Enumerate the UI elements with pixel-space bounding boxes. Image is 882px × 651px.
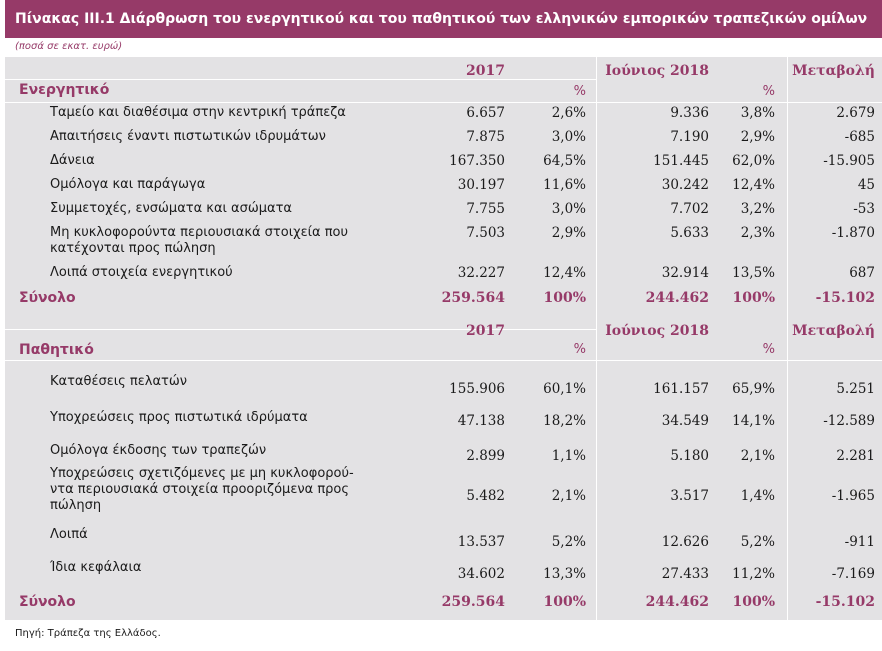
cell-change: 5.251 xyxy=(836,381,875,397)
col-header-june-2018: Ιούνιος 2018 xyxy=(605,63,709,79)
total-value-2017: 259.564 xyxy=(441,290,505,306)
cell-value-2017: 34.602 xyxy=(457,566,505,582)
row-label-line: πώληση xyxy=(50,498,102,513)
col-header-2017: 2017 xyxy=(466,63,505,79)
section-label: Παθητικό xyxy=(19,342,94,358)
row-label xyxy=(50,560,141,576)
total-change: -15.102 xyxy=(815,290,875,306)
row-label xyxy=(50,177,205,193)
header-rule xyxy=(5,79,597,80)
row-label-line: Υποχρεώσεις προς πιστωτικά ιδρύματα xyxy=(50,410,308,425)
cell-value-2017: 5.482 xyxy=(466,488,505,504)
total-label: Σύνολο xyxy=(19,594,76,610)
cell-pct-june-2018: 14,1% xyxy=(732,413,775,429)
cell-value-2017: 32.227 xyxy=(457,265,505,281)
cell-pct-2017: 1,1% xyxy=(551,448,586,464)
header-rule xyxy=(5,360,882,361)
total-value-june-2018: 244.462 xyxy=(645,290,709,306)
cell-value-2017: 13.537 xyxy=(457,534,505,550)
total-pct-2017: 100% xyxy=(543,594,586,610)
row-label xyxy=(50,153,95,169)
cell-pct-june-2018: 65,9% xyxy=(732,381,775,397)
cell-change: -12.589 xyxy=(823,413,875,429)
row-label-line: Λοιπά στοιχεία ενεργητικού xyxy=(50,265,233,280)
cell-pct-june-2018: 12,4% xyxy=(732,177,775,193)
cell-pct-june-2018: 2,9% xyxy=(740,129,775,145)
row-label-line: Υποχρεώσεις σχετιζόμενες με μη κυκλοφορού- xyxy=(50,466,354,481)
cell-pct-2017: 3,0% xyxy=(551,201,586,217)
row-label-line: Ίδια κεφάλαια xyxy=(50,560,142,575)
cell-pct-june-2018: 11,2% xyxy=(732,566,775,582)
cell-pct-2017: 18,2% xyxy=(543,413,586,429)
cell-value-2017: 47.138 xyxy=(457,413,505,429)
column-divider xyxy=(596,57,597,620)
row-label xyxy=(50,225,348,257)
cell-pct-june-2018: 3,8% xyxy=(740,105,775,121)
cell-pct-june-2018: 2,3% xyxy=(740,225,775,241)
cell-change: 687 xyxy=(849,265,875,281)
cell-value-june-2018: 5.633 xyxy=(670,225,709,241)
cell-value-june-2018: 151.445 xyxy=(653,153,709,169)
cell-value-2017: 7.875 xyxy=(466,129,505,145)
cell-value-june-2018: 27.433 xyxy=(661,566,709,582)
cell-value-2017: 167.350 xyxy=(449,153,505,169)
cell-value-june-2018: 161.157 xyxy=(653,381,709,397)
cell-change: 2.679 xyxy=(836,105,875,121)
cell-change: -53 xyxy=(853,201,875,217)
cell-change: 2.281 xyxy=(836,448,875,464)
col-header-pct-2018: % xyxy=(762,342,775,357)
row-label xyxy=(50,527,88,543)
row-label xyxy=(50,105,346,121)
cell-pct-2017: 12,4% xyxy=(543,265,586,281)
cell-pct-june-2018: 2,1% xyxy=(740,448,775,464)
total-label: Σύνολο xyxy=(19,290,76,306)
row-label-line: Μη κυκλοφορούντα περιουσιακά στοιχεία που xyxy=(50,225,349,240)
cell-pct-june-2018: 1,4% xyxy=(740,488,775,504)
header-rule xyxy=(5,329,597,330)
col-header-2017: 2017 xyxy=(466,323,505,339)
cell-pct-2017: 2,1% xyxy=(551,488,586,504)
row-label-line: Ομόλογα και παράγωγα xyxy=(50,177,206,192)
source-note: Πηγή: Τράπεζα της Ελλάδος. xyxy=(15,628,161,639)
row-label xyxy=(50,374,187,390)
total-pct-june-2018: 100% xyxy=(732,290,775,306)
total-pct-2017: 100% xyxy=(543,290,586,306)
cell-value-2017: 6.657 xyxy=(466,105,505,121)
cell-value-june-2018: 12.626 xyxy=(661,534,709,550)
section-label: Ενεργητικό xyxy=(19,82,110,98)
total-change: -15.102 xyxy=(815,594,875,610)
total-pct-june-2018: 100% xyxy=(732,594,775,610)
cell-change: -911 xyxy=(844,534,875,550)
cell-pct-june-2018: 3,2% xyxy=(740,201,775,217)
col-header-change: Μεταβολή xyxy=(792,323,875,339)
cell-change: -1.965 xyxy=(831,488,875,504)
cell-value-2017: 7.503 xyxy=(466,225,505,241)
row-label-line: Απαιτήσεις έναντι πιστωτικών ιδρυμάτων xyxy=(50,129,326,144)
cell-pct-2017: 3,0% xyxy=(551,129,586,145)
row-label xyxy=(50,466,354,514)
col-header-pct-2017: % xyxy=(573,84,586,99)
cell-pct-2017: 13,3% xyxy=(543,566,586,582)
cell-pct-2017: 5,2% xyxy=(551,534,586,550)
cell-change: 45 xyxy=(857,177,875,193)
column-divider xyxy=(787,57,788,620)
cell-pct-june-2018: 13,5% xyxy=(732,265,775,281)
total-value-june-2018: 244.462 xyxy=(645,594,709,610)
cell-pct-2017: 2,9% xyxy=(551,225,586,241)
cell-pct-june-2018: 62,0% xyxy=(732,153,775,169)
cell-change: -7.169 xyxy=(831,566,875,582)
cell-pct-2017: 2,6% xyxy=(551,105,586,121)
total-value-2017: 259.564 xyxy=(441,594,505,610)
cell-value-june-2018: 5.180 xyxy=(670,448,709,464)
cell-value-2017: 155.906 xyxy=(449,381,505,397)
cell-pct-2017: 64,5% xyxy=(543,153,586,169)
row-label-line: ντα περιουσιακά στοιχεία προοριζόμενα προς xyxy=(50,482,349,497)
cell-value-june-2018: 34.549 xyxy=(661,413,709,429)
row-label-line: Λοιπά xyxy=(50,527,88,542)
row-label-line: Συμμετοχές, ενσώματα και ασώματα xyxy=(50,201,292,216)
row-label-line: Δάνεια xyxy=(50,153,95,168)
row-label xyxy=(50,265,233,281)
cell-value-june-2018: 7.702 xyxy=(670,201,709,217)
cell-value-2017: 2.899 xyxy=(466,448,505,464)
row-label xyxy=(50,129,326,145)
cell-value-june-2018: 3.517 xyxy=(670,488,709,504)
data-table xyxy=(5,57,882,620)
col-header-june-2018: Ιούνιος 2018 xyxy=(605,323,709,339)
row-label-line: Ομόλογα έκδοσης των τραπεζών xyxy=(50,443,267,458)
cell-value-june-2018: 7.190 xyxy=(670,129,709,145)
row-label xyxy=(50,201,292,217)
cell-value-june-2018: 30.242 xyxy=(661,177,709,193)
row-label-line: Καταθέσεις πελατών xyxy=(50,374,187,389)
header-rule xyxy=(5,102,882,103)
cell-value-june-2018: 9.336 xyxy=(670,105,709,121)
row-label-line: Ταμείο και διαθέσιμα στην κεντρική τράπεζα xyxy=(50,105,346,120)
cell-change: -1.870 xyxy=(831,225,875,241)
table-title: Πίνακας ΙΙΙ.1 Διάρθρωση του ενεργητικού και του παθητικού των ελληνικών εμπορικών τραπεζικών ομίλων xyxy=(5,0,882,38)
cell-pct-2017: 60,1% xyxy=(543,381,586,397)
row-label-line: κατέχονται προς πώληση xyxy=(50,241,216,256)
cell-value-june-2018: 32.914 xyxy=(661,265,709,281)
cell-value-2017: 7.755 xyxy=(466,201,505,217)
col-header-pct-2018: % xyxy=(762,84,775,99)
cell-pct-2017: 11,6% xyxy=(543,177,586,193)
row-label xyxy=(50,443,266,459)
row-label xyxy=(50,410,308,426)
cell-value-2017: 30.197 xyxy=(457,177,505,193)
cell-change: -15.905 xyxy=(823,153,875,169)
units-note: (ποσά σε εκατ. ευρώ) xyxy=(15,41,123,52)
col-header-change: Μεταβολή xyxy=(792,63,875,79)
cell-change: -685 xyxy=(844,129,875,145)
cell-pct-june-2018: 5,2% xyxy=(740,534,775,550)
col-header-pct-2017: % xyxy=(573,342,586,357)
